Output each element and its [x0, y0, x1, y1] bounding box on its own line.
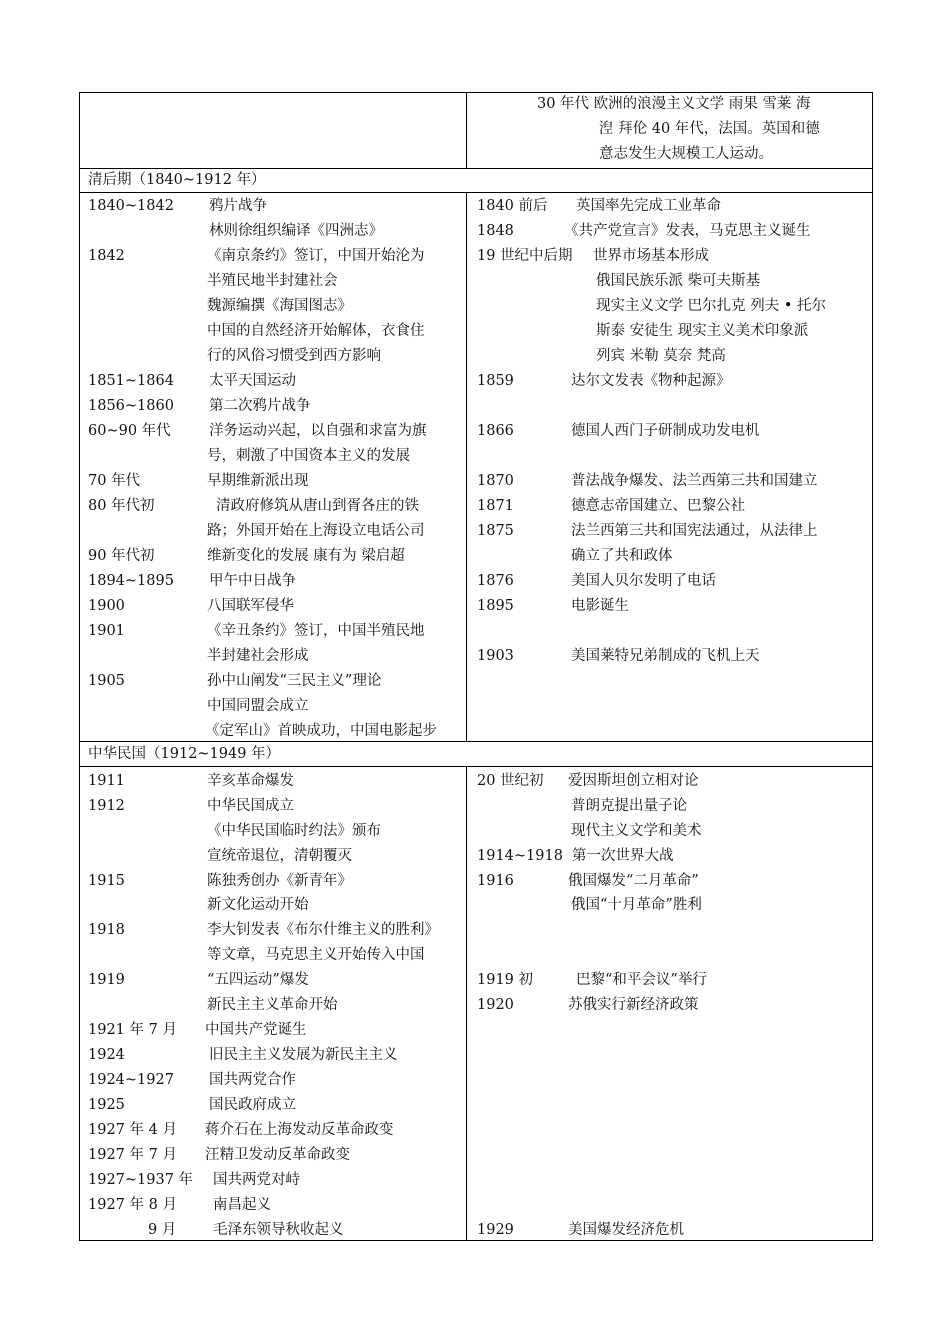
- event-text: 宣统帝退位，清朝覆灭: [207, 848, 352, 864]
- event-text: 美国人贝尔发明了电话: [571, 573, 716, 589]
- event-text: 美国莱特兄弟制成的飞机上天: [571, 648, 760, 664]
- event-text: 李大钊发表《布尔什维主义的胜利》: [207, 922, 439, 938]
- column-divider-roc: [466, 766, 467, 1240]
- event-text: 等文章，马克思主义开始传入中国: [207, 947, 425, 963]
- event-text: 国民政府成立: [209, 1097, 296, 1113]
- event-date: 1875: [477, 523, 514, 539]
- column-divider-top: [466, 93, 467, 168]
- event-text: 南昌起义: [213, 1197, 271, 1213]
- event-text: 法兰西第三共和国宪法通过，从法律上: [571, 523, 818, 539]
- event-text: 汪精卫发动反革命政变: [205, 1147, 350, 1163]
- event-text: 太平天国运动: [209, 373, 296, 389]
- event-date: 1915: [88, 873, 125, 889]
- event-text: 《南京条约》签订，中国开始沦为: [207, 248, 425, 264]
- event-text: 八国联军侵华: [207, 598, 294, 614]
- event-date: 1894~1895: [88, 573, 174, 589]
- event-text: 普朗克提出量子论: [571, 798, 687, 814]
- event-text: 洋务运动兴起，以自强和求富为旗: [209, 423, 427, 439]
- event-date: 70 年代: [88, 473, 141, 489]
- event-date: 1848: [477, 223, 514, 239]
- event-date: 1924: [88, 1047, 125, 1063]
- event-text: 《辛丑条约》签订，中国半殖民地: [207, 623, 425, 639]
- event-text: 国共两党合作: [209, 1072, 296, 1088]
- event-text: 斯泰 安徒生 现实主义美术印象派: [596, 323, 809, 339]
- event-text: 维新变化的发展 康有为 梁启超: [207, 548, 405, 564]
- row-divider: [80, 741, 872, 742]
- event-date: 20 世纪初: [477, 773, 544, 789]
- event-date: 1840~1842: [88, 198, 174, 214]
- event-text: 孙中山阐发“三民主义”理论: [207, 673, 382, 689]
- event-text: 达尔文发表《物种起源》: [571, 373, 731, 389]
- event-date: 1905: [88, 673, 125, 689]
- event-text: 英国率先完成工业革命: [576, 198, 721, 214]
- event-date: 1927 年 7 月: [88, 1147, 177, 1163]
- event-date: 1924~1927: [88, 1072, 174, 1088]
- row-divider: [80, 192, 872, 193]
- event-date: 80 年代初: [88, 498, 155, 514]
- event-date: 9 月: [148, 1222, 177, 1238]
- event-text: 中国的自然经济开始解体，衣食住: [207, 323, 425, 339]
- event-text: 中华民国成立: [207, 798, 294, 814]
- event-date: 1920: [477, 997, 514, 1013]
- event-text: 德意志帝国建立、巴黎公社: [571, 498, 745, 514]
- row-divider: [80, 766, 872, 767]
- event-date: 1919 初: [477, 972, 534, 988]
- event-text: 甲午中日战争: [209, 573, 296, 589]
- event-date: 1929: [477, 1222, 514, 1238]
- event-date: 1901: [88, 623, 125, 639]
- event-text: 清政府修筑从唐山到胥各庄的铁: [216, 498, 419, 514]
- event-text: 林则徐组织编译《四洲志》: [209, 223, 383, 239]
- event-date: 1871: [477, 498, 514, 514]
- event-text: 半封建社会形成: [207, 648, 309, 664]
- event-date: 1851~1864: [88, 373, 174, 389]
- event-text: “五四运动”爆发: [207, 972, 309, 988]
- event-text: 魏源编撰《海国图志》: [207, 298, 352, 314]
- section-header-roc: 中华民国（1912~1949 年）: [88, 746, 281, 762]
- event-text: 俄国“十月革命”胜利: [571, 897, 702, 913]
- event-date: 60~90 年代: [88, 423, 171, 439]
- event-text: 现实主义文学 巴尔扎克 列夫 • 托尔: [596, 298, 826, 314]
- event-date: 1921 年 7 月: [88, 1022, 177, 1038]
- event-date: 1900: [88, 598, 125, 614]
- event-date: 1927~1937 年: [88, 1172, 194, 1188]
- event-date: 1876: [477, 573, 514, 589]
- event-text: 旧民主主义发展为新民主主义: [209, 1047, 398, 1063]
- event-text: 第一次世界大战: [572, 848, 674, 864]
- event-date: 1840 前后: [477, 198, 548, 214]
- event-text: 中国共产党诞生: [205, 1022, 307, 1038]
- event-text: 爱因斯坦创立相对论: [568, 773, 699, 789]
- event-text: 国共两党对峙: [213, 1172, 300, 1188]
- event-text: 普法战争爆发、法兰西第三共和国建立: [571, 473, 818, 489]
- event-text: 毛泽东领导秋收起义: [213, 1222, 344, 1238]
- column-divider-qing: [466, 192, 467, 741]
- event-date: 1918: [88, 922, 125, 938]
- timeline-table: [79, 92, 873, 1241]
- event-text: 《中华民国临时约法》颁布: [207, 823, 381, 839]
- event-text: 《共产党宣言》发表，马克思主义诞生: [564, 223, 811, 239]
- event-date: 1925: [88, 1097, 125, 1113]
- top-right-line: 湼 拜伦 40 年代，法国。英国和德: [599, 121, 820, 137]
- event-text: 德国人西门子研制成功发电机: [571, 423, 760, 439]
- section-header-qing: 清后期（1840~1912 年）: [88, 172, 266, 188]
- event-text: 确立了共和政体: [571, 548, 673, 564]
- event-date: 1859: [477, 373, 514, 389]
- event-date: 1919: [88, 972, 125, 988]
- top-right-line: 30 年代 欧洲的浪漫主义文学 雨果 雪莱 海: [537, 96, 811, 112]
- event-text: 新民主主义革命开始: [207, 997, 338, 1013]
- event-date: 1911: [88, 773, 125, 789]
- event-text: 苏俄实行新经济政策: [568, 997, 699, 1013]
- event-date: 1856~1860: [88, 398, 174, 414]
- event-date: 19 世纪中后期: [477, 248, 573, 264]
- event-date: 1842: [88, 248, 125, 264]
- event-text: 行的风俗习惯受到西方影响: [207, 348, 381, 364]
- event-text: 列宾 米勒 莫奈 梵高: [596, 348, 726, 364]
- event-date: 1870: [477, 473, 514, 489]
- event-text: 现代主义文学和美术: [571, 823, 702, 839]
- top-right-line: 意志发生大规模工人运动。: [599, 146, 773, 162]
- event-text: 巴黎“和平会议”举行: [576, 972, 707, 988]
- event-text: 第二次鸦片战争: [209, 398, 311, 414]
- event-text: 半殖民地半封建社会: [207, 273, 338, 289]
- event-date: 1927 年 8 月: [88, 1197, 177, 1213]
- event-text: 号，刺激了中国资本主义的发展: [207, 448, 410, 464]
- event-date: 1903: [477, 648, 514, 664]
- event-text: 蒋介石在上海发动反革命政变: [205, 1122, 394, 1138]
- row-divider: [80, 168, 872, 169]
- event-text: 美国爆发经济危机: [568, 1222, 684, 1238]
- event-text: 新文化运动开始: [207, 897, 309, 913]
- event-text: 俄国民族乐派 柴可夫斯基: [596, 273, 761, 289]
- event-text: 辛亥革命爆发: [207, 773, 294, 789]
- event-text: 鸦片战争: [209, 198, 267, 214]
- event-date: 1895: [477, 598, 514, 614]
- event-text: 早期维新派出现: [207, 473, 309, 489]
- event-date: 1914~1918: [477, 848, 563, 864]
- event-date: 1916: [477, 873, 514, 889]
- event-text: 世界市场基本形成: [593, 248, 709, 264]
- event-date: 90 年代初: [88, 548, 155, 564]
- event-text: 中国同盟会成立: [207, 698, 309, 714]
- event-text: 《定军山》首映成功，中国电影起步: [205, 723, 437, 739]
- event-date: 1866: [477, 423, 514, 439]
- event-text: 陈独秀创办《新青年》: [207, 873, 352, 889]
- event-date: 1912: [88, 798, 125, 814]
- event-text: 路；外国开始在上海设立电话公司: [207, 523, 425, 539]
- event-text: 电影诞生: [571, 598, 629, 614]
- event-text: 俄国爆发“二月革命”: [568, 873, 699, 889]
- event-date: 1927 年 4 月: [88, 1122, 177, 1138]
